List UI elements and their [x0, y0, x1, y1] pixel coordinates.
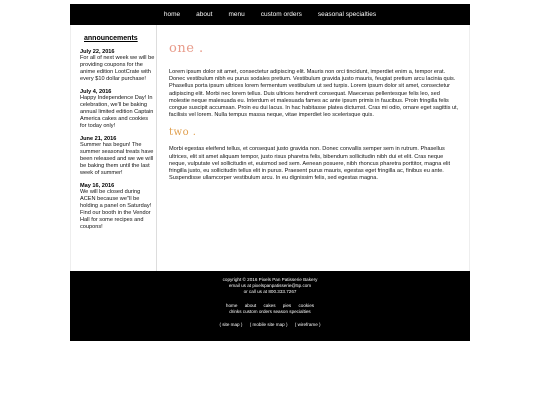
footer-links-row2	[70, 309, 470, 315]
section-paragraph-one: Lorem ipsum dolor sit amet, consectetur adipiscing elit. Mauris non orci tincidunt, imperdiet enim a, tempor erat. Donec vestibulum nibh eu purus sodales pretium. Vestibulum gravida justo mauris, feugiat pretium arcu lacinia quis. Phasellus porta ipsum ultrices lorem fermentum vestibulum ut sed turpis. Lorem ipsum dolor sit amet, consectetur adipiscing elit. Morbi nec lorem tellus. Duis ultrices hendrerit consequat. Maecenas pellentesque felis leo, sed molestie neque malesuada eu. Interdum et malesuada fames ac ante ipsum primis in faucibus. Proin fringilla felis congue suscipit accumsan. Proin eu dui lacus. In hac habitasse platea dictumst. Cras mi odio, ornare eget sagittis ut, facilisis vel lorem. Nulla tempus massa neque, vitae imperdiet leo scelerisque quis.	[169, 69, 459, 119]
announcements-sidebar	[71, 25, 157, 271]
nav-seasonal-specialties[interactable]: seasonal specialties	[317, 11, 377, 18]
announcement-item	[80, 89, 156, 130]
site-footer	[70, 271, 470, 341]
footer-link-home[interactable]: home	[225, 303, 238, 308]
page-wrapper	[70, 4, 470, 341]
announcement-date: July 22, 2016	[80, 49, 115, 55]
footer-phone: or call us at 800.333.7267	[243, 289, 297, 294]
footer-link-pies[interactable]: pies	[282, 303, 292, 308]
wireframe-link[interactable]: ( wireframe )	[294, 322, 321, 327]
announcement-text: We will be closed during ACEN because we''ll be holding a panel on Saturday! Find our booth in the Vendor Hall for some recipes and coupons!	[80, 189, 152, 230]
announcement-text: Summer has begun! The summer seasonal treats have been released and we we will be baking them until the last week of summer!	[80, 142, 154, 176]
mobile-site-map-link[interactable]: ( mobile site map )	[249, 322, 288, 327]
announcement-date: May 16, 2016	[80, 183, 115, 189]
announcement-text: For all of next week we will be providing coupons for the anime edition LootCrate with every $10 dollar purchase!	[80, 55, 155, 82]
footer-copyright: copyright © 2016 Pixels Pan Patisserie Bakery	[222, 277, 318, 282]
nav-home[interactable]: home	[163, 11, 181, 18]
footer-link-cakes[interactable]: cakes	[263, 303, 276, 308]
announcement-text: Happy Independence Day! In celebration, we'll be baking annual limited edition Captain America cakes and cookies for today only!	[80, 95, 154, 129]
nav-menu[interactable]: menu	[228, 11, 245, 18]
footer-sitemap-links	[70, 322, 470, 328]
footer-link-drinks[interactable]: drinks	[229, 309, 242, 314]
announcement-date: June 21, 2016	[80, 136, 117, 142]
top-navigation	[70, 4, 470, 25]
footer-link-cookies[interactable]: cookies	[298, 303, 315, 308]
footer-email: email us at pixelspanpatisserie@5p.com	[228, 283, 312, 288]
announcement-item	[80, 136, 156, 177]
footer-link-about[interactable]: about	[244, 303, 257, 308]
content-area	[70, 25, 470, 271]
section-paragraph-two: Morbi egestas eleifend tellus, et consequat justo gravida non. Donec convallis semper sem in rutrum. Phasellus ultrices, elit sit amet aliquam tempor, justo risus pharetra felis, bibendum sollicitudin nibh dui et elit. Cras neque neque, vulputate vel sollicitudin et, euismod sed sem. Aenean posuere, nibh rhoncus pharetra porttitor, magna elit fringilla justo, eu sollicitudin tellus elit in purus. Praesent purus mauris, egestas eget fringilla ac, finibus eu ante. Suspendisse ullamcorper vestibulum arcu. In eu dignissim felis, sed egestas magna.	[169, 146, 451, 182]
site-map-link[interactable]: ( site map )	[219, 322, 243, 327]
announcement-date: July 4, 2016	[80, 89, 112, 95]
footer-link-custom-orders[interactable]: custom orders	[242, 309, 272, 314]
section-heading-two: two .	[169, 127, 197, 139]
announcement-item	[80, 183, 156, 231]
footer-link-season-specialties[interactable]: season specialties	[273, 309, 311, 314]
announcements-heading: announcements	[84, 35, 138, 42]
section-heading-one: one .	[169, 41, 204, 56]
main-content	[157, 25, 469, 271]
nav-about[interactable]: about	[196, 11, 213, 18]
nav-custom-orders[interactable]: custom orders	[260, 11, 302, 18]
announcement-item	[80, 49, 156, 83]
